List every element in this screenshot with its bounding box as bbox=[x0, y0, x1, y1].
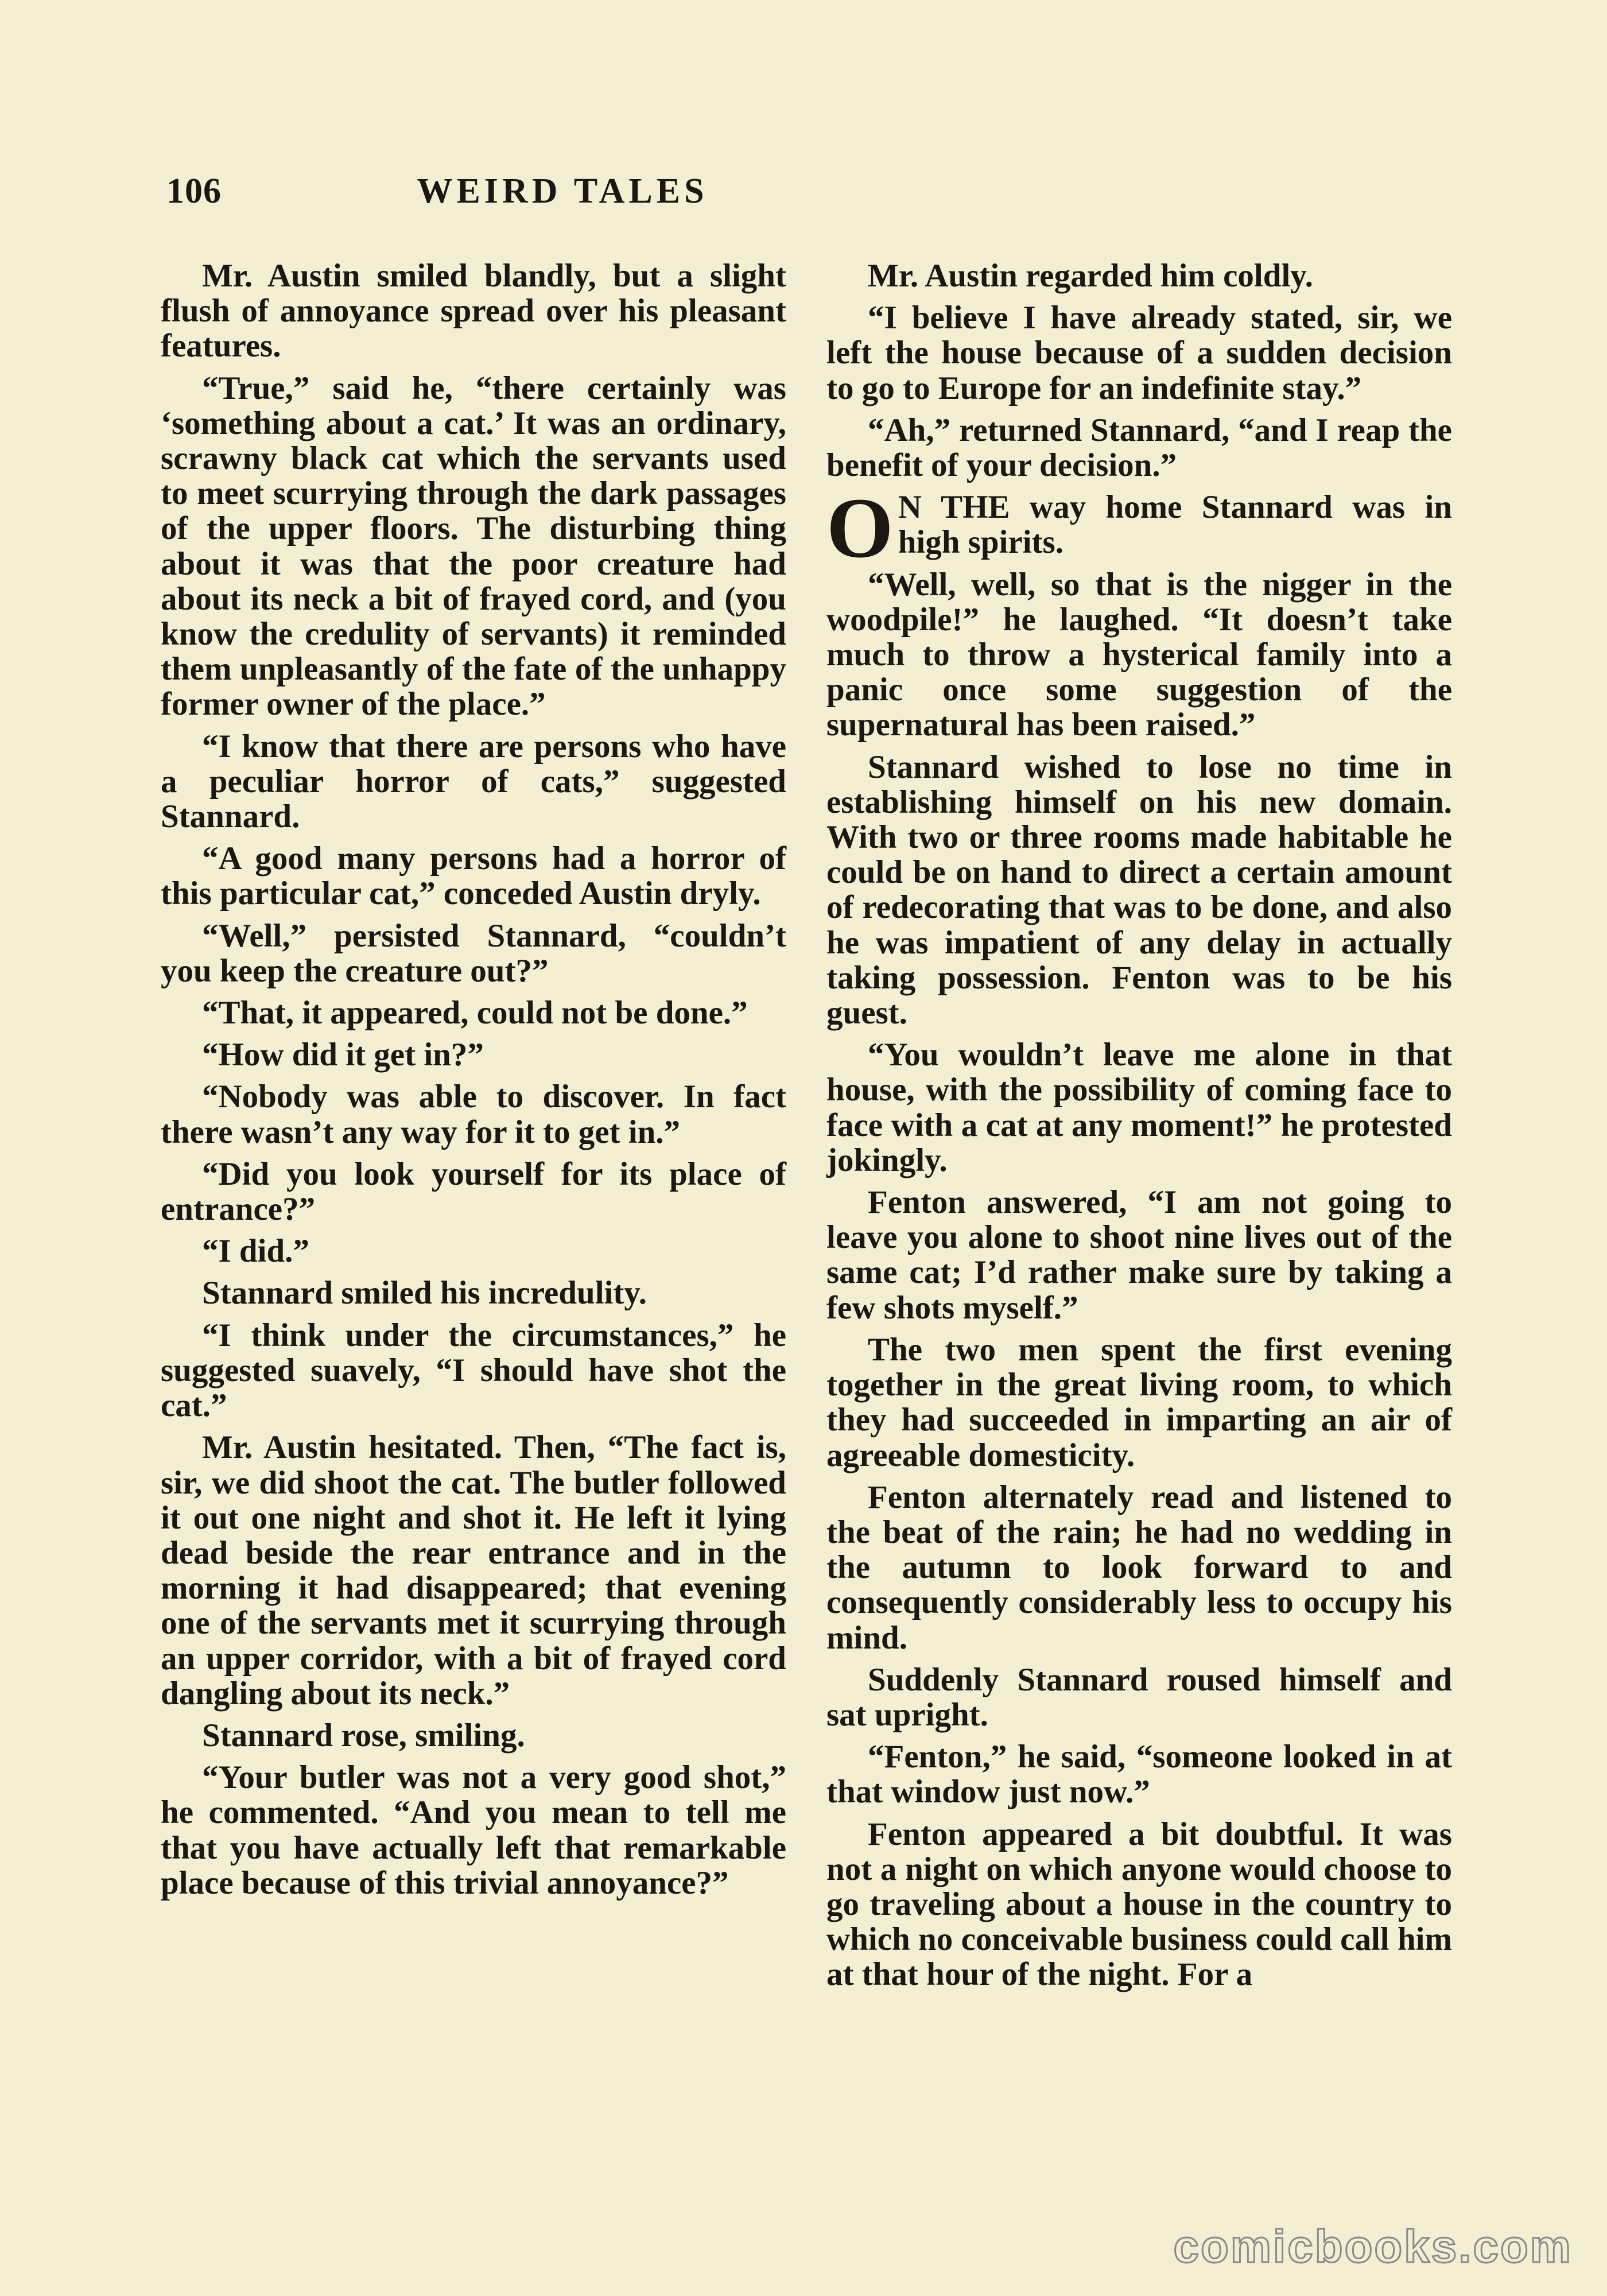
paragraph: Fenton appeared a bit doubtful. It was not a night on which anyone would choose to go traveling about a house in the country to which no conceivable business could call him at that hour of the night. For a bbox=[826, 1816, 1452, 1993]
right-column bbox=[826, 258, 1452, 1999]
paragraph: “Nobody was able to discover. In fact there wasn’t any way for it to get in.” bbox=[161, 1079, 786, 1150]
running-head: WEIRD TALES bbox=[417, 172, 708, 211]
paragraph: “Your butler was not a very good shot,” he commented. “And you mean to tell me that you have actually left that remarkable place because of this trivial annoyance?” bbox=[161, 1759, 786, 1901]
paragraph: Mr. Austin hesitated. Then, “The fact is, sir, we did shoot the cat. The butler followed it out one night and shot it. He left it lying dead beside the rear entrance and in the morning it had disappeared; that evening one of the servants met it scurrying through an upper corridor, with a bit of frayed cord dangling about its neck.” bbox=[161, 1429, 786, 1712]
paragraph: “I know that there are persons who have a peculiar horror of cats,” suggested Stannard. bbox=[161, 728, 786, 835]
paragraph: Stannard rose, smiling. bbox=[202, 1717, 525, 1754]
drop-cap-paragraph bbox=[826, 480, 1452, 576]
paragraph: “A good many persons had a horror of this particular cat,” conceded Austin dryly. bbox=[161, 840, 786, 912]
paragraph: “True,” said he, “there certainly was ‘something about a cat.’ It was an ordinary, scrawny black cat which the servants used to meet scurrying through the dark passages of the upper floors. The disturbing thing about it was that the poor creature had about its neck a bit of frayed cord, and (you know the credulity of servants) it reminded them unpleasantly of the fate of the unhappy former owner of the place.” bbox=[161, 370, 786, 723]
paragraph: Fenton answered, “I am not going to leave you alone to shoot nine lives out of the same cat; I’d rather make sure by taking a few shots myself.” bbox=[826, 1184, 1452, 1326]
paragraph: Suddenly Stannard roused himself and sat upright. bbox=[826, 1661, 1452, 1733]
paragraph: “Well,” persisted Stannard, “couldn’t you keep the creature out?” bbox=[161, 917, 786, 989]
paragraph: “You wouldn’t leave me alone in that house, with the possibility of coming face to face with a cat at any moment!” he protested jokingly. bbox=[826, 1037, 1452, 1178]
paragraph: “How did it get in?” bbox=[202, 1037, 484, 1073]
paragraph: Stannard wished to lose no time in establishing himself on his new domain. With two or three rooms made habitable he could be on hand to direct a certain amount of redecorating that was to be done, and also he was impatient of any delay in actually taking possession. Fenton was to be his guest. bbox=[826, 748, 1452, 1031]
watermark: comicbooks.com bbox=[1173, 2221, 1573, 2272]
paragraph: “Well, well, so that is the nigger in the woodpile!” he laughed. “It doesn’t take much to throw a hysterical family into a panic once some suggestion of the supernatural has been raised.” bbox=[826, 566, 1452, 743]
paragraph: “That, it appeared, could not be done.” bbox=[202, 995, 748, 1031]
paragraph: “I think under the circumstances,” he suggested suavely, “I should have shot the cat.” bbox=[161, 1317, 786, 1424]
paragraph: Mr. Austin regarded him coldly. bbox=[868, 258, 1313, 294]
paragraph: “I did.” bbox=[202, 1233, 309, 1270]
paragraph: “Did you look yourself for its place of entrance?” bbox=[161, 1155, 786, 1228]
paragraph: Mr. Austin smiled blandly, but a slight flush of annoyance spread over his pleasant features. bbox=[161, 258, 786, 364]
paragraph: “I believe I have already stated, sir, we left the house because of a sudden decision to go to Europe for an indefinite stay.” bbox=[826, 300, 1452, 406]
paragraph: Stannard smiled his incredulity. bbox=[202, 1275, 647, 1312]
paragraph: “Fenton,” he said, “someone looked in at that window just now.” bbox=[826, 1739, 1452, 1810]
left-column bbox=[161, 258, 786, 1907]
paragraph: The two men spent the first evening together in the great living room, to which they had succeeded in imparting an air of agreeable domesticity. bbox=[826, 1331, 1452, 1473]
drop-cap-text: N THE way home Stannard was in high spirits. bbox=[898, 489, 1452, 561]
page-number: 106 bbox=[166, 172, 222, 211]
paragraph: Fenton alternately read and listened to the beat of the rain; he had no wedding in the autumn to look forward to and consequently considerably less to occupy his mind. bbox=[826, 1479, 1452, 1656]
paragraph: “Ah,” returned Stannard, “and I reap the benefit of your decision.” bbox=[826, 412, 1452, 484]
page-header bbox=[166, 171, 958, 223]
drop-cap-letter: O bbox=[826, 480, 894, 576]
